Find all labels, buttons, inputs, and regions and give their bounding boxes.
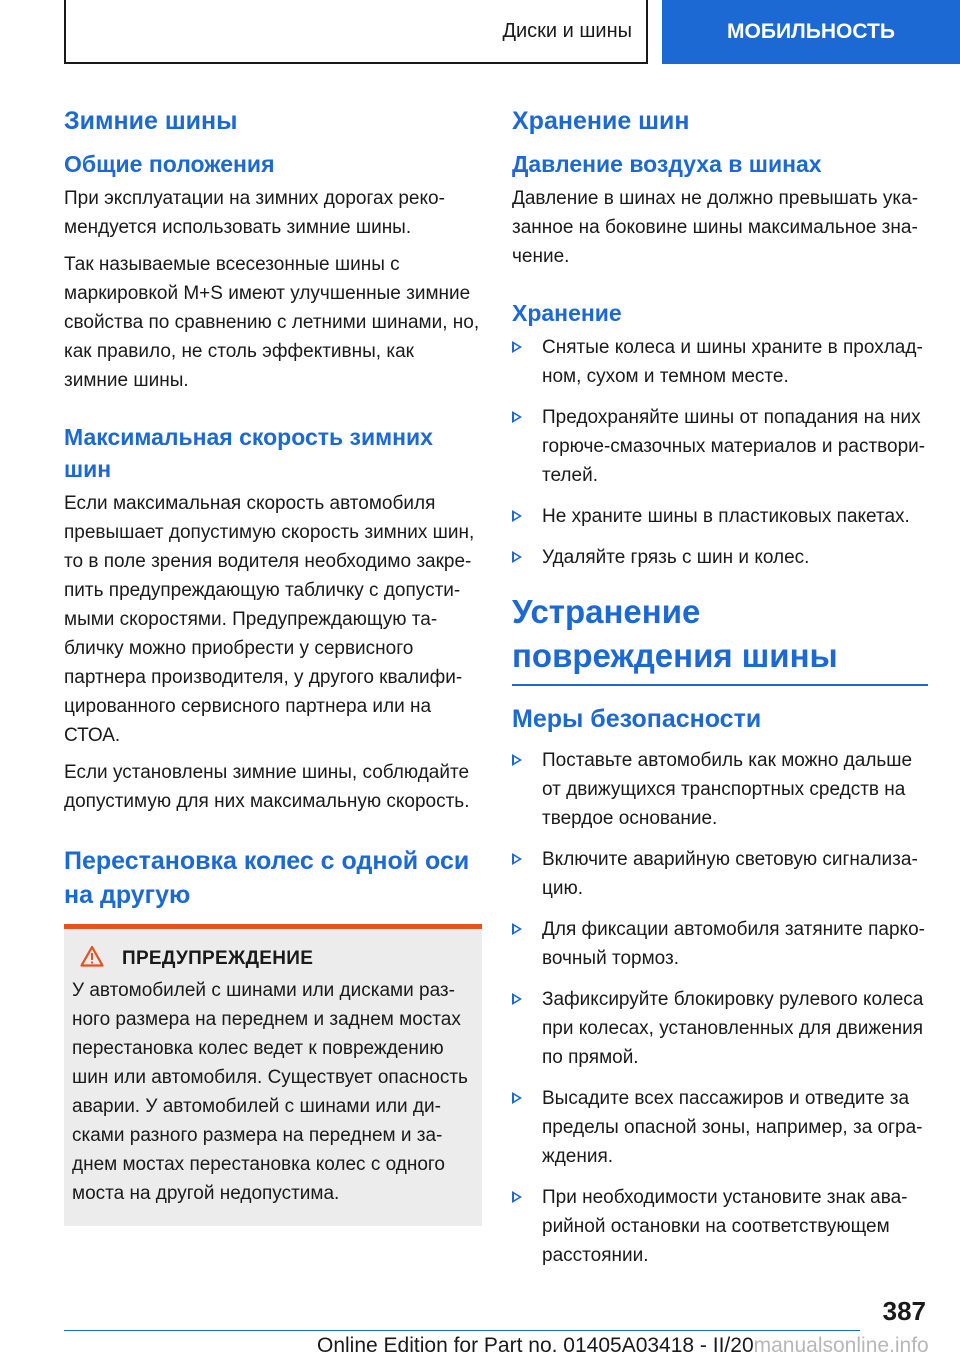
spacer <box>64 403 482 415</box>
header-section-label: Диски и шины <box>502 19 632 42</box>
general-paragraph-2: Так называемые всесезонные шины с маркировкой M+S имеют улучшенные зимние свойства по сравнению с летними шинами, но, как правило, не столь эффективны, как зимние шины. <box>64 254 480 391</box>
page-number: 387 <box>882 1296 926 1326</box>
list-item <box>512 543 928 572</box>
list-item <box>512 333 928 391</box>
triangle-bullet-icon <box>512 510 522 522</box>
list-item-text: Для фиксации автомобиля затяните парко-вочный тормоз. <box>542 919 925 969</box>
list-item <box>512 502 928 531</box>
triangle-bullet-icon <box>512 754 522 766</box>
list-item <box>512 1183 928 1270</box>
winter-tires-heading: Зимние шины <box>64 107 238 135</box>
list-item-text: Удаляйте грязь с шин и колес. <box>542 547 810 568</box>
general-paragraph-1: При эксплуатации на зимних дорогах реко-мендуется использовать зимние шины. <box>64 188 445 238</box>
spacer <box>512 279 928 291</box>
list-item-text: Не храните шины в пластиковых пакетах. <box>542 506 910 527</box>
warning-triangle-icon <box>80 945 104 972</box>
warning-title: ПРЕДУПРЕЖДЕНИЕ <box>122 947 314 969</box>
list-item-text: Включите аварийную световую сигнализа-цию. <box>542 849 918 899</box>
wheel-rotation-heading: Перестановка колес с одной оси на другую <box>64 847 470 909</box>
list-item <box>512 915 928 973</box>
section-divider <box>512 684 928 686</box>
list-item-text: При необходимости установите знак ава-рийной остановки на соответствующем расстоянии. <box>542 1187 908 1266</box>
list-item <box>512 985 928 1072</box>
list-item <box>512 1084 928 1171</box>
warning-box <box>64 924 482 1226</box>
list-item-text: Предохраняйте шины от попадания на них горюче-смазочных материалов и раствори-телей. <box>542 407 926 486</box>
tire-damage-heading: Устранение повреждения шины <box>512 593 838 674</box>
warning-header <box>72 945 472 972</box>
spacer <box>64 824 482 836</box>
triangle-bullet-icon <box>512 1092 522 1104</box>
max-speed-paragraph-1: Если максимальная скорость автомобиля превышает допустимую скорость зимних шин, то в поле зрения водителя необходимо закре-пить предупреждающую табличку с допусти-мыми скоростями. Предупреждающую та-бличку можно приобрести у сервисного партнера производителя, у другого квалифи-цированного сервисного партнера или на СТОА. <box>64 493 475 746</box>
max-speed-heading: Максимальная скорость зимних шин <box>64 424 433 482</box>
header-chapter-label: МОБИЛЬНОСТЬ <box>727 20 895 43</box>
tire-storage-heading: Хранение шин <box>512 107 690 135</box>
general-heading: Общие положения <box>64 151 275 177</box>
triangle-bullet-icon <box>512 993 522 1005</box>
warning-text: У автомобилей с шинами или дисками раз-ного размера на переднем и заднем мостах перестановка колес ведет к повреждению шин или автомобиля. Существует опасность аварии. У автомобилей с шинами или ди-сками разного размера на переднем и за-днем мостах перестановка колес с одного моста на другой недопустима. <box>72 980 468 1204</box>
triangle-bullet-icon <box>512 411 522 423</box>
list-item <box>512 845 928 903</box>
list-item-text: Поставьте автомобиль как можно дальше от движущихся транспортных средств на твердое основание. <box>542 750 913 829</box>
triangle-bullet-icon <box>512 853 522 865</box>
list-item-text: Снятые колеса и шины храните в прохлад-ном, сухом и темном месте. <box>542 337 923 387</box>
right-column <box>512 96 928 1282</box>
safety-heading: Меры безопасности <box>512 705 762 733</box>
header-chapter-tab <box>662 0 960 64</box>
list-item <box>512 746 928 833</box>
header-section-box <box>64 0 648 64</box>
list-item-text: Высадите всех пассажиров и отведите за пределы опасной зоны, например, за огра-ждения. <box>542 1088 923 1167</box>
footer-watermark: manualsonline.info <box>753 1334 929 1357</box>
storage-list <box>512 333 928 572</box>
footer-divider <box>64 1330 860 1331</box>
triangle-bullet-icon <box>512 551 522 563</box>
list-item-text: Зафиксируйте блокировку рулевого колеса при колесах, установленных для движения по прямой. <box>542 989 924 1068</box>
left-column <box>64 96 482 1226</box>
triangle-bullet-icon <box>512 341 522 353</box>
tire-pressure-paragraph: Давление в шинах не должно превышать ука-занное на боковине шины максимальное зна-чение. <box>512 188 919 267</box>
triangle-bullet-icon <box>512 1191 522 1203</box>
storage-subheading: Хранение <box>512 300 622 326</box>
footer-edition-text: Online Edition for Part no. 01405A03418 - II/20 <box>317 1334 754 1357</box>
footer-edition-line <box>317 1334 929 1358</box>
triangle-bullet-icon <box>512 923 522 935</box>
max-speed-paragraph-2: Если установлены зимние шины, соблюдайте допустимую для них максимальную скорость. <box>64 762 470 812</box>
list-item <box>512 403 928 490</box>
safety-list <box>512 746 928 1270</box>
tire-pressure-heading: Давление воздуха в шинах <box>512 151 822 177</box>
